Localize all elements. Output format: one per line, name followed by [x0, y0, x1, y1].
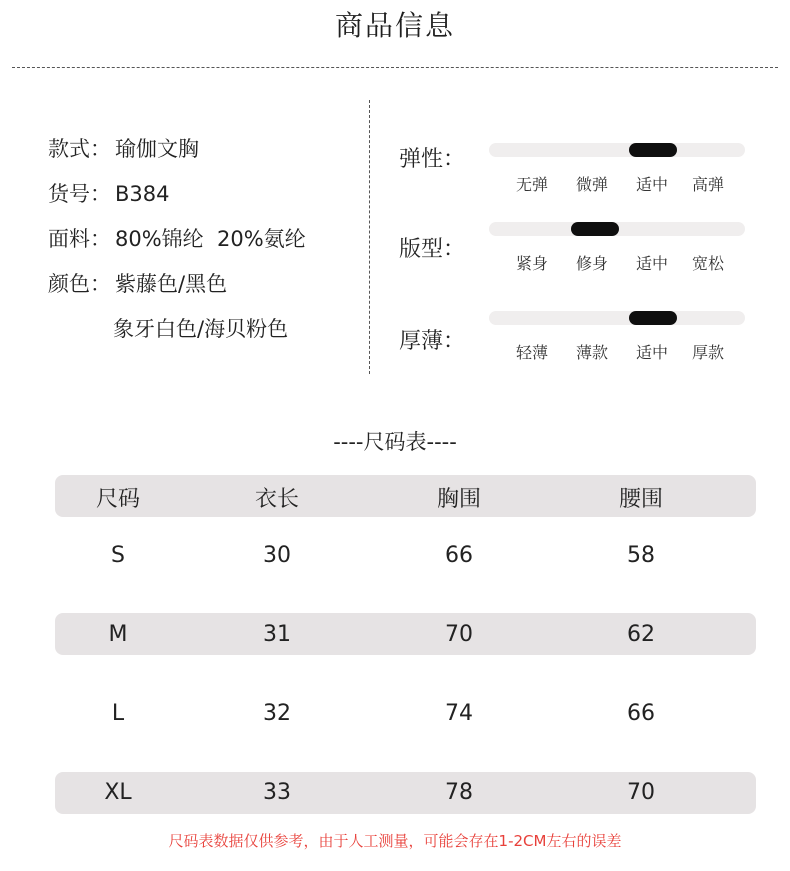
table-cell: S — [111, 543, 125, 568]
info-value: 瑜伽文胸 — [115, 137, 199, 161]
attribute-scale-marker — [629, 311, 677, 325]
attribute-label: 厚薄： — [399, 329, 466, 354]
attribute-label: 弹性： — [399, 147, 466, 172]
table-cell: 70 — [445, 622, 473, 647]
vertical-divider — [369, 100, 370, 374]
attribute-scale-label: 轻薄 — [515, 343, 548, 362]
table-header-cell: 衣长 — [254, 487, 299, 512]
attribute-scale-label: 适中 — [635, 175, 668, 194]
title-divider — [12, 67, 778, 68]
table-cell: XL — [104, 780, 132, 805]
table-cell: 30 — [263, 543, 291, 568]
table-cell: 31 — [263, 622, 291, 647]
attribute-scale-label: 宽松 — [691, 254, 724, 273]
attribute-scale-track — [489, 311, 745, 325]
info-label: 颜色： — [48, 272, 111, 296]
size-table-title: ----尺码表---- — [333, 430, 457, 454]
attribute-scale-marker — [571, 222, 619, 236]
table-cell: 33 — [263, 780, 291, 805]
info-value: 紫藤色/黑色 — [115, 272, 228, 296]
attribute-label: 版型： — [399, 237, 466, 262]
disclaimer-note: 尺码表数据仅供参考，由于人工测量，可能会存在1-2CM左右的误差 — [168, 832, 622, 850]
table-header-cell: 腰围 — [618, 487, 663, 512]
attribute-scale-label: 厚款 — [691, 343, 724, 362]
attribute-scale-label: 修身 — [575, 254, 608, 273]
attribute-scale-track — [489, 222, 745, 236]
attribute-scale-label: 适中 — [635, 254, 668, 273]
attribute-scale-label: 微弹 — [575, 175, 608, 194]
table-cell: 66 — [445, 543, 473, 568]
table-cell: 70 — [627, 780, 655, 805]
table-cell: 74 — [445, 701, 473, 726]
attribute-scale-marker — [629, 143, 677, 157]
table-cell: M — [108, 622, 128, 647]
info-label: 面料： — [48, 227, 111, 251]
table-header-cell: 尺码 — [95, 487, 140, 512]
attribute-scale-label: 薄款 — [575, 343, 608, 362]
table-cell: 62 — [627, 622, 655, 647]
info-value: B384 — [115, 182, 170, 206]
attribute-scale-label: 适中 — [635, 343, 668, 362]
info-row-style — [48, 133, 199, 163]
info-color-continued: 象牙白色/海贝粉色 — [113, 317, 289, 341]
info-row-color — [48, 268, 227, 298]
table-header-cell: 胸围 — [436, 487, 481, 512]
page-title: 商品信息 — [334, 9, 455, 42]
info-row-item-number — [48, 178, 170, 208]
table-cell: 78 — [445, 780, 473, 805]
attribute-scale-label: 高弹 — [691, 175, 724, 194]
table-cell: 32 — [263, 701, 291, 726]
info-row-fabric — [48, 223, 306, 253]
table-cell: L — [111, 701, 125, 726]
info-value: 80%锦纶 20%氨纶 — [115, 227, 306, 251]
table-cell: 66 — [627, 701, 655, 726]
info-label: 款式： — [48, 137, 111, 161]
info-label: 货号： — [48, 182, 111, 206]
attribute-scale-label: 紧身 — [515, 254, 548, 273]
attribute-scale-label: 无弹 — [515, 175, 548, 194]
table-cell: 58 — [627, 543, 655, 568]
attribute-scale-track — [489, 143, 745, 157]
